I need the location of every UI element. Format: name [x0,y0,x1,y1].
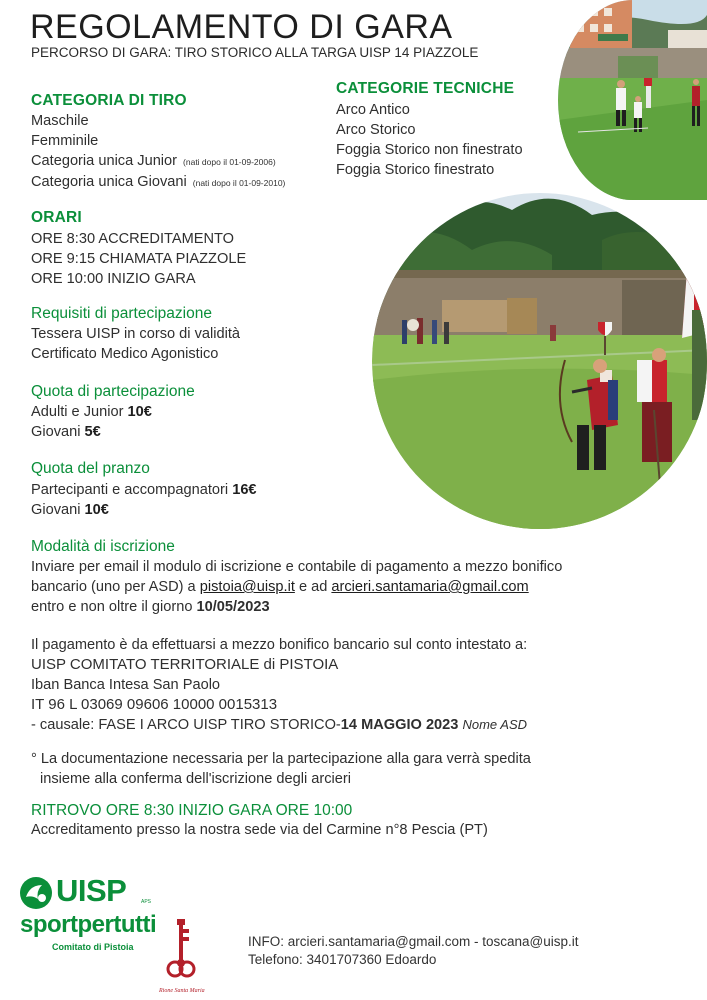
price-amount: 5€ [84,424,101,440]
list-item: Categoria unica Junior (nati dopo il 01-09-2006) [31,153,276,169]
list-item: Giovani 10€ [31,502,109,518]
pagamento-intestatario: UISP COMITATO TERRITORIALE di PISTOIA [31,656,339,673]
event-date: 14 MAGGIO 2023 [340,717,459,733]
list-item: Arco Storico [336,122,416,138]
categorie-tecniche-heading: CATEGORIE TECNICHE [336,80,515,97]
list-item: Tessera UISP in corso di validità [31,326,241,342]
list-item: Femminile [31,133,99,149]
iscrizione-heading: Modalità di iscrizione [31,538,175,555]
causale-nome-asd: Nome ASD [462,717,528,732]
list-item: Adulti e Junior 10€ [31,404,152,420]
list-item: Certificato Medico Agonistico [31,346,219,362]
page-title: REGOLAMENTO DI GARA [30,8,453,46]
list-item: Partecipanti e accompagnatori 16€ [31,482,257,498]
requisiti-heading: Requisiti di partecipazione [31,305,212,322]
list-item: Arco Antico [336,102,410,118]
price-amount: 16€ [232,482,257,498]
pagamento-block [31,635,527,735]
uisp-logo [20,873,155,983]
email-link-arcieri[interactable]: arcieri.santamaria@gmail.com [331,579,529,595]
list-item: Foggia Storico finestrato [336,162,495,178]
uisp-emblem-icon [20,877,52,909]
documentazione-line-1: ° La documentazione necessaria per la partecipazione alla gara verrà spedita [31,751,531,767]
list-item: Categoria unica Giovani (nati dopo il 01-09-2010) [31,174,286,190]
documentazione-note [31,749,531,789]
rione-santa-maria-logo [159,917,205,995]
category-note: (nati dopo il 01-09-2010) [192,178,286,188]
list-item: ORE 8:30 ACCREDITAMENTO [31,231,235,247]
key-crest-icon [163,917,199,983]
club-name: Rione Santa Maria [159,988,205,994]
photo-archers-field-large [372,180,707,543]
pagamento-iban: IT 96 L 03069 09606 10000 0015313 [31,696,278,713]
iscrizione-line-1: Inviare per email il modulo di iscrizione e contabile di pagamento a mezzo bonifico [31,559,563,575]
uisp-logo-text: UISP [56,873,127,908]
price-amount: 10€ [127,404,152,420]
list-item: Giovani 5€ [31,424,101,440]
category-note: (nati dopo il 01-09-2006) [183,157,276,167]
list-item: Maschile [31,113,89,129]
uisp-committee: Comitato di Pistoia [52,942,134,952]
categoria-tiro-list [31,111,285,193]
page-subtitle: PERCORSO DI GARA: TIRO STORICO ALLA TARGA UISP 14 PIAZZOLE [31,45,479,60]
uisp-aps-label: APS [141,899,152,905]
quota-partecipazione-heading: Quota di partecipazione [31,383,195,400]
categorie-tecniche-list [336,100,523,180]
pagamento-causale: - causale: FASE I ARCO UISP TIRO STORICO-14 MAGGIO 2023 Nome ASD [31,717,528,733]
orari-heading: ORARI [31,209,82,226]
ritrovo-text: Accreditamento presso la nostra sede via del Carmine n°8 Pescia (PT) [31,822,488,838]
photo-archers-field-small [558,0,707,200]
categoria-tiro-heading: CATEGORIA DI TIRO [31,92,187,109]
email-link-pistoia[interactable]: pistoia@uisp.it [199,579,295,595]
price-amount: 10€ [84,502,109,518]
deadline-date: 10/05/2023 [196,599,270,615]
quota-partecipazione-list [31,402,152,442]
requisiti-list [31,324,240,364]
list-item: ORE 10:00 INIZIO GARA [31,271,196,287]
iscrizione-text [31,557,562,617]
list-item: Foggia Storico non finestrato [336,142,523,158]
iscrizione-line-3: entro e non oltre il giorno 10/05/2023 [31,599,270,615]
iscrizione-line-2: bancario (uno per ASD) a pistoia@uisp.it e ad arcieri.santamaria@gmail.com [31,579,529,595]
list-item: ORE 9:15 CHIAMATA PIAZZOLE [31,251,247,267]
quota-pranzo-heading: Quota del pranzo [31,460,150,477]
contact-email-line: INFO: arcieri.santamaria@gmail.com - toscana@uisp.it [248,934,579,949]
ritrovo-heading: RITROVO ORE 8:30 INIZIO GARA ORE 10:00 [31,802,353,819]
pagamento-intro: Il pagamento è da effettuarsi a mezzo bonifico bancario sul conto intestato a: [31,637,528,653]
quota-pranzo-list [31,480,257,520]
orari-list [31,229,246,289]
documentazione-line-2: insieme alla conferma dell'iscrizione degli arcieri [40,771,352,787]
contact-info [248,933,579,969]
uisp-tagline: sportpertutti [20,911,157,938]
contact-phone-line: Telefono: 3401707360 Edoardo [248,952,437,967]
pagamento-banca: Iban Banca Intesa San Paolo [31,677,221,693]
